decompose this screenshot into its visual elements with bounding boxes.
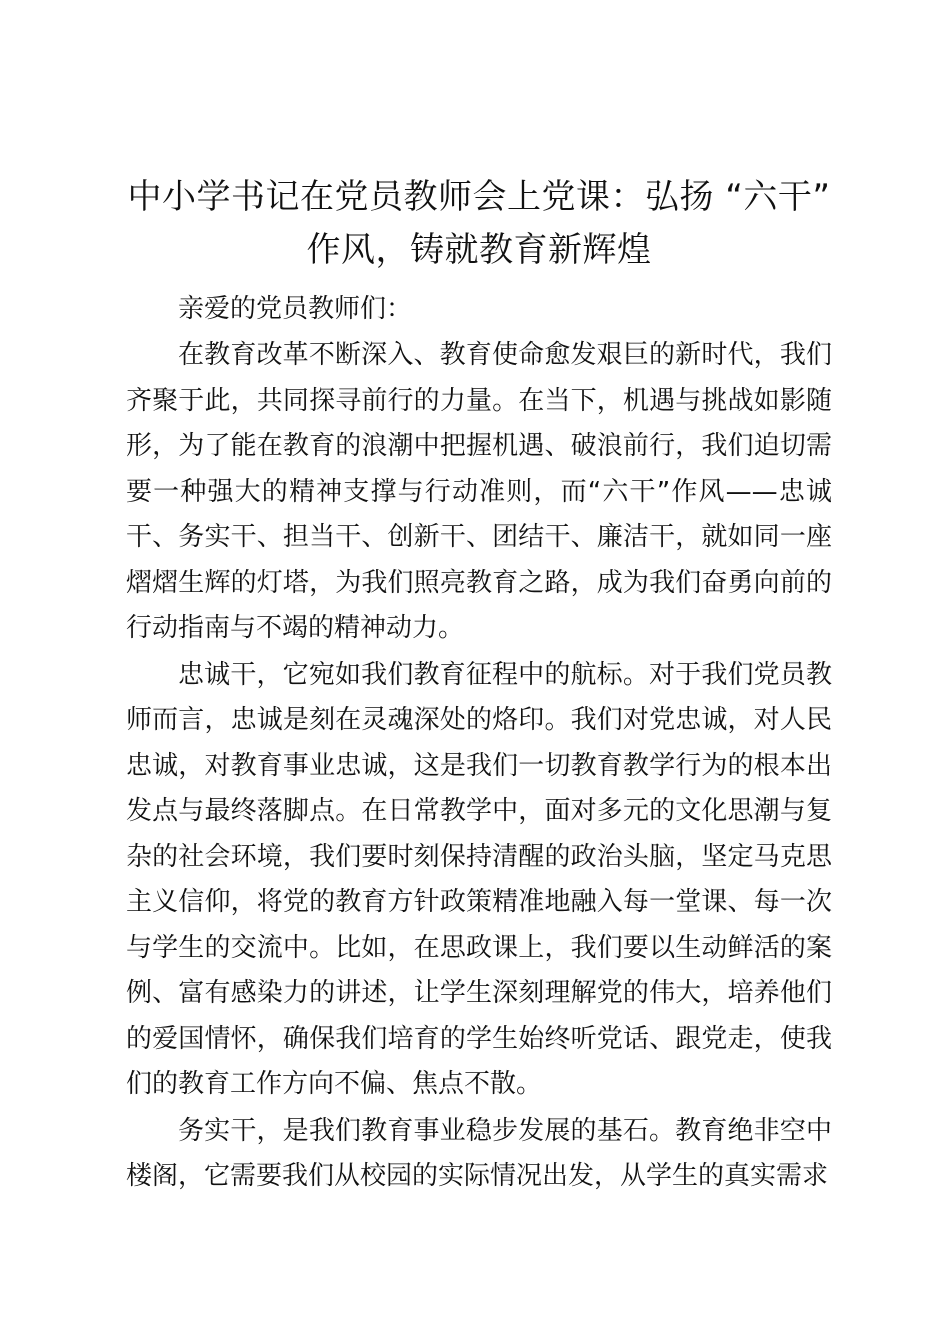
paragraph-intro: 在教育改革不断深入、教育使命愈发艰巨的新时代，我们齐聚于此，共同探寻前行的力量。在当下，机遇与挑战如影随形，为了能在教育的浪潮中把握机遇、破浪前行，我们迫切需要一种强大的精神支撑与行动准则，而“六干”作风——忠诚干、务实干、担当干、创新干、团结干、廉洁干，就如同一座熠熠生辉的灯塔，为我们照亮教育之路，成为我们奋勇向前的行动指南与不竭的精神动力。 bbox=[126, 340, 832, 643]
paragraph-loyalty: 忠诚干，它宛如我们教育征程中的航标。对于我们党员教师而言，忠诚是刻在灵魂深处的烙印。我们对党忠诚，对人民忠诚，对教育事业忠诚，这是我们一切教育教学行为的根本出发点与最终落脚点。在日常教学中，面对多元的文化思潮与复杂的社会环境，我们要时刻保持清醒的政治头脑，坚定马克思主义信仰，将党的教育方针政策精准地融入每一堂课、每一次与学生的交流中。比如，在思政课上，我们要以生动鲜活的案例、富有感染力的讲述，让学生深刻理解党的伟大，培养他们的爱国情怀，确保我们培育的学生始终听党话、跟党走，使我们的教育工作方向不偏、焦点不散。 bbox=[126, 659, 832, 1099]
paragraph-pragmatic: 务实干，是我们教育事业稳步发展的基石。教育绝非空中楼阁，它需要我们从校园的实际情况出发，从学生的真实需求 bbox=[126, 1115, 832, 1191]
document-page bbox=[126, 0, 832, 1200]
document-title: 中小学书记在党员教师会上党课：弘扬 “六干” 作风，铸就教育新辉煌 bbox=[127, 177, 831, 270]
salutation: 亲爱的党员教师们： bbox=[178, 294, 413, 324]
